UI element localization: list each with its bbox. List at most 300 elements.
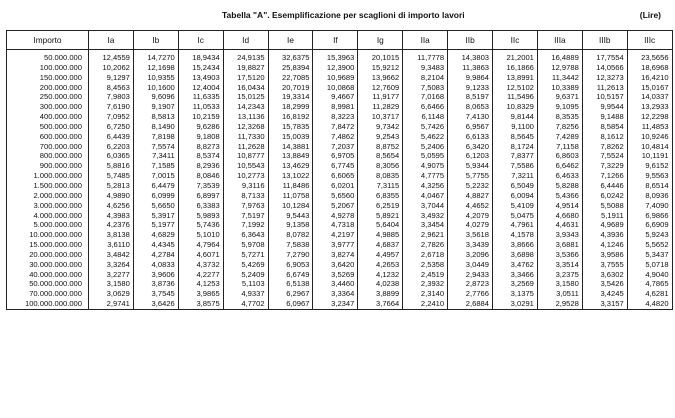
table-row	[7, 83, 673, 93]
rate-cell: 3,1375	[493, 289, 538, 299]
rate-cell: 6,2967	[268, 289, 313, 299]
rate-cell: 8,1724	[493, 142, 538, 152]
rate-cell: 9,3116	[223, 181, 268, 191]
rate-cell: 5,7426	[403, 122, 448, 132]
importo-cell: 400.000.000	[7, 112, 89, 122]
rate-cell: 5,7436	[178, 220, 223, 230]
rate-cell: 3,0449	[448, 260, 493, 270]
rate-cell: 2,8723	[448, 279, 493, 289]
rate-cell: 3,1580	[537, 279, 582, 289]
rate-cell: 5,2232	[448, 181, 493, 191]
rate-cell: 10,4814	[627, 142, 672, 152]
rate-cell: 13,8991	[493, 73, 538, 83]
rate-cell: 3,7664	[358, 299, 403, 309]
rate-cell: 4,1246	[582, 240, 627, 250]
rate-cell: 3,8899	[358, 289, 403, 299]
rate-cell: 9,3483	[403, 63, 448, 73]
rate-cell: 2,6884	[448, 299, 493, 309]
rate-cell: 7,2790	[268, 250, 313, 260]
rate-cell: 5,7485	[89, 171, 134, 181]
table-row	[7, 112, 673, 122]
rate-cell: 2,3140	[403, 289, 448, 299]
rate-cell: 4,1232	[358, 270, 403, 280]
column-header: Ie	[268, 31, 313, 50]
rate-cell: 9,1488	[582, 112, 627, 122]
rate-cell: 10,1600	[133, 83, 178, 93]
rate-cell: 6,0094	[493, 191, 538, 201]
column-header: IIIa	[537, 31, 582, 50]
rate-cell: 15,0167	[627, 83, 672, 93]
rate-cell: 4,9337	[223, 289, 268, 299]
rate-cell: 7,5838	[268, 240, 313, 250]
rate-cell: 7,5197	[223, 211, 268, 221]
rate-cell: 6,4633	[537, 171, 582, 181]
rate-cell: 3,5618	[448, 230, 493, 240]
rate-cell: 19,3314	[268, 92, 313, 102]
rate-cell: 23,5656	[627, 50, 672, 63]
rate-cell: 4,6281	[627, 289, 672, 299]
currency-unit: (Lire)	[639, 10, 661, 20]
rate-cell: 7,5083	[403, 83, 448, 93]
rate-cell: 9,8144	[493, 112, 538, 122]
rate-cell: 4,0833	[133, 260, 178, 270]
rate-cell: 10,9355	[133, 73, 178, 83]
rate-cell: 11,2613	[582, 83, 627, 93]
rate-cell: 16,1866	[493, 63, 538, 73]
rate-cell: 13,1022	[268, 171, 313, 181]
rate-cell: 2,6718	[403, 250, 448, 260]
rate-cell: 8,0653	[448, 102, 493, 112]
rate-cell: 8,1490	[133, 122, 178, 132]
column-header: IIIc	[627, 31, 672, 50]
rate-cell: 8,5197	[448, 92, 493, 102]
rate-cell: 8,5854	[582, 122, 627, 132]
rate-cell: 5,2813	[89, 181, 134, 191]
rate-cell: 17,5120	[223, 73, 268, 83]
table-row	[7, 142, 673, 152]
table-row	[7, 63, 673, 73]
rate-cell: 11,2628	[223, 142, 268, 152]
rate-cell: 12,4004	[178, 83, 223, 93]
rate-cell: 2,9528	[537, 299, 582, 309]
rate-cell: 4,4345	[133, 240, 178, 250]
rate-cell: 3,3466	[493, 270, 538, 280]
rate-cell: 8,3056	[358, 161, 403, 171]
rate-cell: 7,0015	[133, 171, 178, 181]
rate-cell: 15,9212	[358, 63, 403, 73]
rate-cell: 5,9344	[448, 161, 493, 171]
table-row	[7, 279, 673, 289]
rate-cell: 15,3963	[313, 50, 358, 63]
rate-cell: 7,1158	[537, 142, 582, 152]
rate-cell: 9,6286	[178, 122, 223, 132]
rate-cell: 4,0238	[358, 279, 403, 289]
rate-cell: 11,7330	[223, 132, 268, 142]
rate-cell: 5,7755	[448, 171, 493, 181]
rate-cell: 10,3389	[537, 83, 582, 93]
rate-cell: 5,0595	[403, 151, 448, 161]
rate-cell: 9,5443	[268, 211, 313, 221]
table-row	[7, 73, 673, 83]
rate-cell: 7,3229	[582, 161, 627, 171]
rate-cell: 5,1911	[582, 211, 627, 221]
rate-cell: 15,7835	[268, 122, 313, 132]
rate-cell: 6,0242	[582, 191, 627, 201]
rate-cell: 3,0511	[537, 289, 582, 299]
rate-cell: 4,4652	[448, 201, 493, 211]
rate-cell: 3,9343	[537, 230, 582, 240]
rate-cell: 7,6190	[89, 102, 134, 112]
rate-cell: 5,7271	[223, 250, 268, 260]
importo-cell: 100.000.000	[7, 63, 89, 73]
rate-cell: 6,1148	[403, 112, 448, 122]
rate-cell: 6,0201	[313, 181, 358, 191]
rate-cell: 9,9864	[448, 73, 493, 83]
rate-cell: 8,8752	[358, 142, 403, 152]
rate-cell: 8,7133	[223, 191, 268, 201]
rate-cell: 2,5358	[403, 260, 448, 270]
rate-cell: 9,4667	[313, 92, 358, 102]
rate-cell: 2,2410	[403, 299, 448, 309]
rate-cell: 3,7545	[133, 289, 178, 299]
column-header: If	[313, 31, 358, 50]
column-header: Ia	[89, 31, 134, 50]
rate-cell: 4,7961	[493, 220, 538, 230]
table-row	[7, 250, 673, 260]
rate-cell: 4,7775	[403, 171, 448, 181]
rate-cell: 4,2653	[358, 260, 403, 270]
rate-cell: 14,3881	[268, 142, 313, 152]
rate-cell: 16,0434	[223, 83, 268, 93]
rate-cell: 3,6110	[89, 240, 134, 250]
rate-cell: 3,5269	[313, 270, 358, 280]
rate-cell: 3,2347	[313, 299, 358, 309]
rate-cell: 6,4446	[582, 181, 627, 191]
table-row	[7, 161, 673, 171]
rate-cell: 4,3983	[89, 211, 134, 221]
rate-cell: 7,3411	[133, 151, 178, 161]
rate-cell: 16,4889	[537, 50, 582, 63]
rate-cell: 5,0475	[493, 211, 538, 221]
rate-cell: 20,7019	[268, 83, 313, 93]
rate-cell: 19,8827	[223, 63, 268, 73]
table-row	[7, 92, 673, 102]
table-row	[7, 220, 673, 230]
rate-cell: 4,0467	[403, 191, 448, 201]
rate-cell: 7,8377	[493, 151, 538, 161]
rate-cell: 7,1585	[133, 161, 178, 171]
table-row	[7, 132, 673, 142]
rate-cell: 4,7865	[627, 279, 672, 289]
rate-cell: 5,0718	[627, 260, 672, 270]
rate-cell: 6,6133	[448, 132, 493, 142]
rate-cell: 7,3115	[358, 181, 403, 191]
importo-cell: 70.000.000.000	[7, 289, 89, 299]
rate-cell: 6,3643	[223, 230, 268, 240]
rate-cell: 11,3442	[537, 73, 582, 83]
rate-cell: 5,3917	[133, 211, 178, 221]
rate-cell: 5,8816	[89, 161, 134, 171]
rate-cell: 6,8355	[358, 191, 403, 201]
column-header: Ib	[133, 31, 178, 50]
rate-cell: 4,7318	[313, 220, 358, 230]
table-row	[7, 201, 673, 211]
rate-cell: 3,0629	[89, 289, 134, 299]
table-row	[7, 270, 673, 280]
rate-cell: 4,1253	[178, 279, 223, 289]
table-row	[7, 230, 673, 240]
rate-cell: 10,5157	[582, 92, 627, 102]
rate-cell: 3,3364	[313, 289, 358, 299]
table-row	[7, 50, 673, 63]
column-header: IIc	[493, 31, 538, 50]
column-header: IIa	[403, 31, 448, 50]
rate-cell: 10,9689	[313, 73, 358, 83]
rate-cell: 4,7964	[178, 240, 223, 250]
rate-cell: 8,1612	[582, 132, 627, 142]
rate-cell: 11,0758	[268, 191, 313, 201]
rate-cell: 5,8921	[358, 211, 403, 221]
importo-cell: 40.000.000.000	[7, 270, 89, 280]
rate-cell: 7,4130	[448, 112, 493, 122]
rate-cell: 6,6065	[313, 171, 358, 181]
rate-cell: 3,1580	[89, 279, 134, 289]
rate-cell: 4,6680	[537, 211, 582, 221]
rate-cell: 9,1297	[89, 73, 134, 83]
rate-cell: 4,9885	[358, 230, 403, 240]
rate-cell: 8,0835	[358, 171, 403, 181]
rate-cell: 4,9890	[89, 191, 134, 201]
column-header: Id	[223, 31, 268, 50]
rate-cell: 3,4460	[313, 279, 358, 289]
table-row	[7, 240, 673, 250]
rate-cell: 10,8329	[493, 102, 538, 112]
rate-cell: 8,6514	[627, 181, 672, 191]
rate-cell: 3,4245	[582, 289, 627, 299]
rate-cell: 8,4563	[89, 83, 134, 93]
rate-cell: 9,9544	[582, 102, 627, 112]
rate-cell: 3,6302	[582, 270, 627, 280]
rate-cell: 10,1191	[627, 151, 672, 161]
rate-cell: 4,7702	[223, 299, 268, 309]
rate-cell: 3,8575	[178, 299, 223, 309]
rate-cell: 3,3454	[403, 220, 448, 230]
rate-cell: 4,9040	[627, 270, 672, 280]
header-row	[7, 31, 673, 50]
table-row	[7, 289, 673, 299]
rate-cell: 8,0936	[627, 191, 672, 201]
rate-cell: 12,4559	[89, 50, 134, 63]
rate-cell: 7,4090	[627, 201, 672, 211]
importo-cell: 500.000.000	[7, 122, 89, 132]
rate-cell: 15,0125	[223, 92, 268, 102]
rate-cell: 8,0782	[268, 230, 313, 240]
rate-cell: 4,2079	[448, 211, 493, 221]
rate-cell: 6,9567	[448, 122, 493, 132]
rate-cell: 4,9278	[313, 211, 358, 221]
rate-cell: 6,2203	[89, 142, 134, 152]
rate-cell: 5,9893	[178, 211, 223, 221]
rate-cell: 24,9135	[223, 50, 268, 63]
rate-cell: 3,3439	[448, 240, 493, 250]
rate-cell: 5,8288	[537, 181, 582, 191]
rate-cell: 4,6829	[133, 230, 178, 240]
rate-cell: 2,9433	[448, 270, 493, 280]
rate-cell: 10,2159	[178, 112, 223, 122]
column-header: Importo	[7, 31, 89, 50]
rate-cell: 3,8274	[313, 250, 358, 260]
rate-cell: 8,5654	[358, 151, 403, 161]
rate-cell: 2,7826	[403, 240, 448, 250]
importo-cell: 2.000.000.000	[7, 191, 89, 201]
rate-cell: 14,0566	[582, 63, 627, 73]
rate-cell: 8,5813	[133, 112, 178, 122]
rate-cell: 13,4629	[268, 161, 313, 171]
rate-cell: 4,4631	[537, 220, 582, 230]
rate-cell: 8,5645	[493, 132, 538, 142]
rate-cell: 5,1977	[133, 220, 178, 230]
rate-cell: 4,6837	[358, 240, 403, 250]
importo-cell: 600.000.000	[7, 132, 89, 142]
rate-cell: 4,2277	[178, 270, 223, 280]
rate-cell: 10,8777	[223, 151, 268, 161]
rate-cell: 3,2569	[493, 279, 538, 289]
rate-cell: 16,4210	[627, 73, 672, 83]
rate-cell: 4,2784	[133, 250, 178, 260]
rate-cell: 12,3268	[223, 122, 268, 132]
column-header: IIb	[448, 31, 493, 50]
rate-cell: 7,8472	[313, 122, 358, 132]
rate-cell: 3,6898	[493, 250, 538, 260]
rate-cell: 4,9075	[403, 161, 448, 171]
rate-cell: 12,1698	[133, 63, 178, 73]
rate-cell: 6,0967	[268, 299, 313, 309]
rate-cell: 3,9586	[582, 250, 627, 260]
rate-cell: 4,2197	[313, 230, 358, 240]
rate-cell: 11,7778	[403, 50, 448, 63]
importo-cell: 20.000.000.000	[7, 250, 89, 260]
rate-cell: 3,8666	[493, 240, 538, 250]
rate-cell: 6,6749	[268, 270, 313, 280]
rate-cell: 3,4762	[493, 260, 538, 270]
rate-cell: 4,6071	[178, 250, 223, 260]
rate-cell: 4,8827	[448, 191, 493, 201]
rate-cell: 6,3383	[178, 201, 223, 211]
rate-cell: 5,2406	[403, 142, 448, 152]
rate-cell: 7,0952	[89, 112, 134, 122]
rate-cell: 10,0868	[313, 83, 358, 93]
rate-cell: 4,9689	[582, 220, 627, 230]
rate-cell: 4,6256	[89, 201, 134, 211]
rate-cell: 3,8736	[133, 279, 178, 289]
rate-cell: 3,4842	[89, 250, 134, 260]
rate-cell: 9,1095	[537, 102, 582, 112]
rate-cell: 12,5102	[493, 83, 538, 93]
rate-cell: 2,7766	[448, 289, 493, 299]
rate-cell: 6,6466	[403, 102, 448, 112]
rate-cell: 8,3535	[537, 112, 582, 122]
rate-cell: 12,7609	[358, 83, 403, 93]
rate-cell: 3,9865	[178, 289, 223, 299]
rate-cell: 5,1103	[223, 279, 268, 289]
rate-cell: 7,1266	[582, 171, 627, 181]
rate-cell: 13,9662	[358, 73, 403, 83]
rate-cell: 9,1358	[268, 220, 313, 230]
rate-cell: 4,3936	[582, 230, 627, 240]
rate-cell: 6,0999	[133, 191, 178, 201]
rate-cell: 3,3157	[582, 299, 627, 309]
rate-cell: 14,7270	[133, 50, 178, 63]
rate-cell: 3,2096	[448, 250, 493, 260]
rate-cell: 11,6335	[178, 92, 223, 102]
rate-cell: 2,9741	[89, 299, 134, 309]
rate-cell: 14,3803	[448, 50, 493, 63]
rate-cell: 3,2277	[89, 270, 134, 280]
rate-cell: 9,2543	[358, 132, 403, 142]
rate-cell: 4,2376	[89, 220, 134, 230]
rate-cell: 11,5496	[493, 92, 538, 102]
table-title: Tabella "A". Esemplificazione per scaglioni di importo lavori	[222, 10, 465, 20]
rate-cell: 10,9246	[627, 132, 672, 142]
rate-cell: 9,5563	[627, 171, 672, 181]
rate-cell: 11,8486	[268, 181, 313, 191]
rate-cell: 7,5586	[493, 161, 538, 171]
importo-cell: 1.500.000.000	[7, 181, 89, 191]
rate-cell: 4,3732	[178, 260, 223, 270]
rate-cell: 3,9777	[313, 240, 358, 250]
rate-cell: 6,3420	[448, 142, 493, 152]
importo-cell: 150.000.000	[7, 73, 89, 83]
rate-cell: 6,6462	[537, 161, 582, 171]
rate-cell: 3,2375	[537, 270, 582, 280]
rate-cell: 5,3437	[627, 250, 672, 260]
rate-cell: 7,8256	[537, 122, 582, 132]
rate-cell: 3,5426	[582, 279, 627, 289]
rate-cell: 9,1907	[133, 102, 178, 112]
rate-cell: 6,9053	[268, 260, 313, 270]
rate-cell: 12,3273	[582, 73, 627, 83]
rate-cell: 7,5574	[133, 142, 178, 152]
table-row	[7, 260, 673, 270]
importo-cell: 200.000.000	[7, 83, 89, 93]
rate-cell: 3,7555	[582, 260, 627, 270]
rate-cell: 7,1992	[223, 220, 268, 230]
rate-cell: 4,4957	[358, 250, 403, 260]
rate-cell: 5,2409	[223, 270, 268, 280]
importo-cell: 250.000.000	[7, 92, 89, 102]
rate-cell: 8,0846	[178, 171, 223, 181]
rate-cell: 6,8997	[178, 191, 223, 201]
rate-cell: 3,0291	[493, 299, 538, 309]
rate-cell: 17,7554	[582, 50, 627, 63]
rate-cell: 3,6881	[537, 240, 582, 250]
rate-cell: 13,1136	[223, 112, 268, 122]
rate-cell: 7,4289	[537, 132, 582, 142]
table-row	[7, 171, 673, 181]
rate-cell: 8,3223	[313, 112, 358, 122]
rate-cell: 12,9788	[537, 63, 582, 73]
rate-cell: 6,9866	[627, 211, 672, 221]
rates-table	[6, 30, 673, 310]
rate-cell: 14,0337	[627, 92, 672, 102]
rate-cell: 10,3717	[358, 112, 403, 122]
rate-cell: 5,4366	[537, 191, 582, 201]
rate-cell: 7,8198	[133, 132, 178, 142]
importo-cell: 700.000.000	[7, 142, 89, 152]
rate-cell: 7,0168	[403, 92, 448, 102]
rate-cell: 3,4932	[403, 211, 448, 221]
table-row	[7, 122, 673, 132]
